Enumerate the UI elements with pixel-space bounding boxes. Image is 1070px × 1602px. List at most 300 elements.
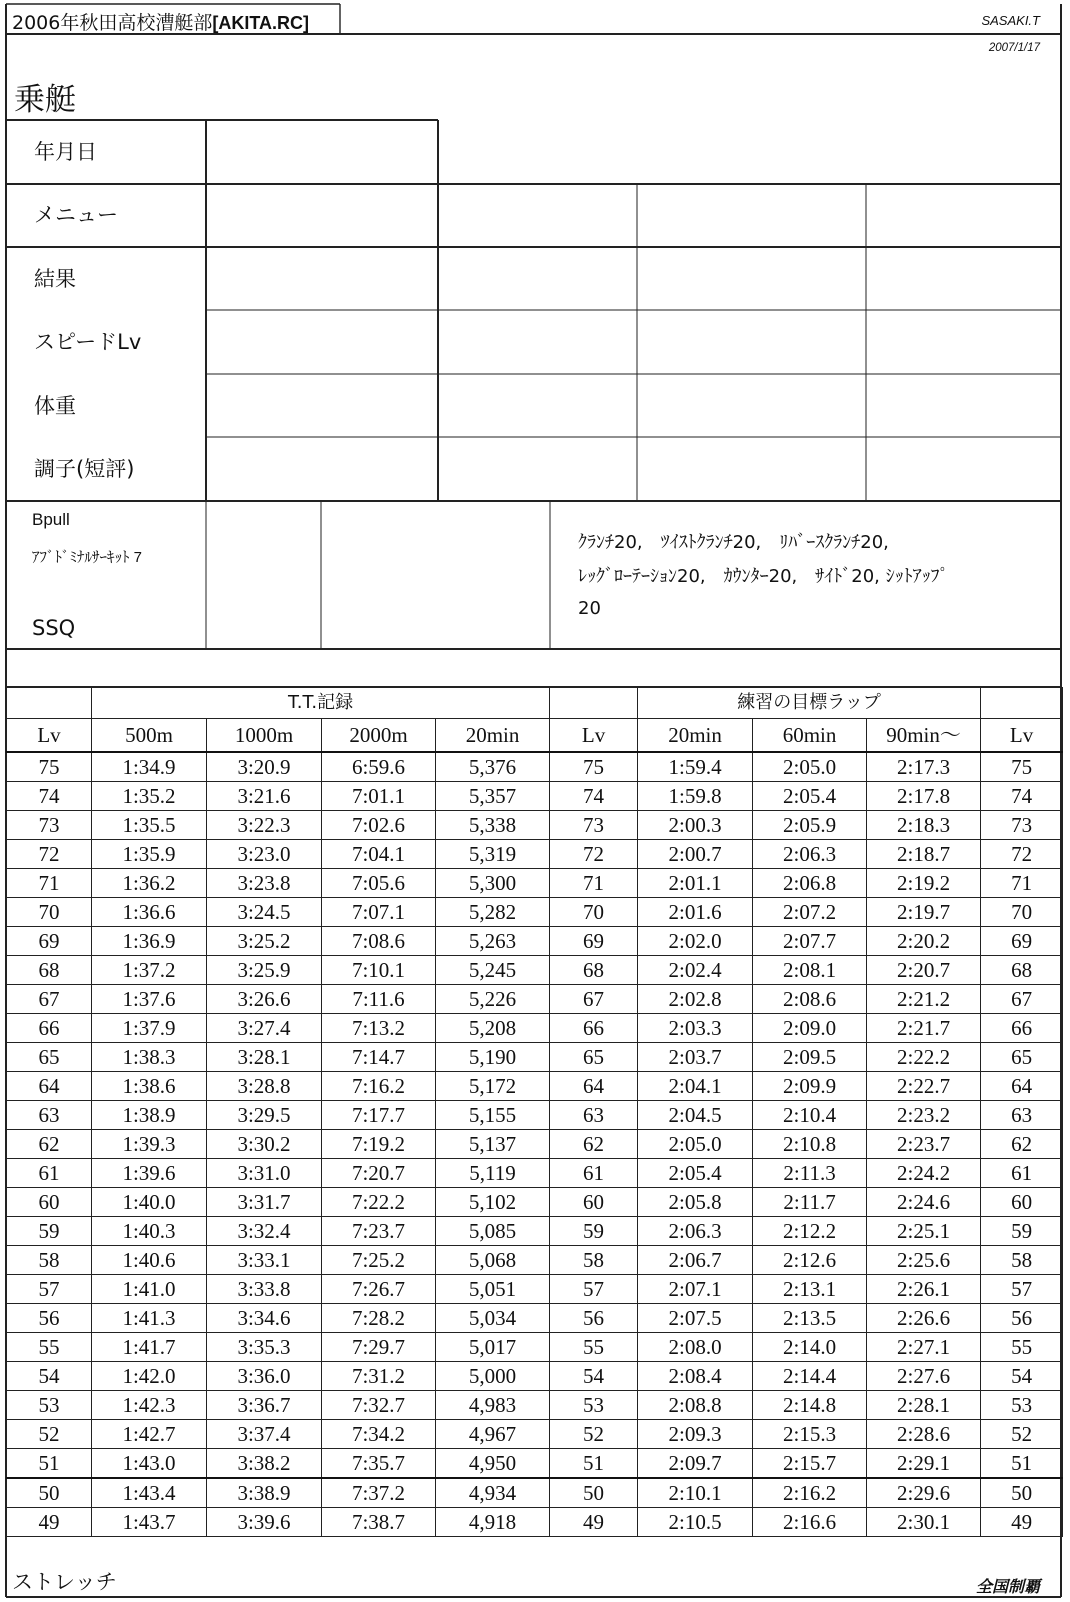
table-cell: 1:36.9 (92, 926, 207, 955)
table-cell: 73 (550, 810, 638, 839)
table-cell: 58 (981, 1245, 1063, 1274)
table-cell: 58 (7, 1245, 92, 1274)
table-cell: 2:16.2 (753, 1478, 867, 1508)
table-cell: 2:12.6 (753, 1245, 867, 1274)
table-row (7, 781, 1063, 810)
table-cell: 65 (7, 1042, 92, 1071)
table-row (7, 955, 1063, 984)
table-cell: 52 (550, 1419, 638, 1448)
table-cell: 2:23.7 (867, 1129, 981, 1158)
table-cell: 2:07.5 (638, 1303, 753, 1332)
table-cell: 2:02.8 (638, 984, 753, 1013)
table-cell: 2:10.5 (638, 1507, 753, 1536)
table-cell: 5,119 (436, 1158, 550, 1187)
table-cell: 2:29.1 (867, 1448, 981, 1478)
table-cell: 5,000 (436, 1361, 550, 1390)
table-cell: 5,137 (436, 1129, 550, 1158)
table-cell: 64 (7, 1071, 92, 1100)
table-cell: 71 (981, 868, 1063, 897)
table-cell: 53 (981, 1390, 1063, 1419)
table-cell: 7:04.1 (322, 839, 436, 868)
table-cell: 1:40.6 (92, 1245, 207, 1274)
table-cell: 50 (981, 1478, 1063, 1508)
label-ssq: SSQ (32, 616, 76, 640)
table-cell: 2:18.7 (867, 839, 981, 868)
table-row (7, 1507, 1063, 1536)
table-cell: 2:07.7 (753, 926, 867, 955)
table-cell: 7:19.2 (322, 1129, 436, 1158)
table-cell: 4,967 (436, 1419, 550, 1448)
table-cell: 2:11.3 (753, 1158, 867, 1187)
table-cell: 75 (550, 752, 638, 782)
table-cell: 5,155 (436, 1100, 550, 1129)
table-row (7, 1478, 1063, 1508)
table-cell: 7:13.2 (322, 1013, 436, 1042)
table-row (7, 810, 1063, 839)
table-cell: 50 (7, 1478, 92, 1508)
table-cell: 5,245 (436, 955, 550, 984)
date-field[interactable] (208, 122, 436, 182)
table-cell: 7:11.6 (322, 984, 436, 1013)
table-cell: 7:26.7 (322, 1274, 436, 1303)
table-cell: 72 (550, 839, 638, 868)
table-cell: 54 (550, 1361, 638, 1390)
group-header-tt: T.T.記録 (92, 688, 550, 719)
table-cell: 2:25.1 (867, 1216, 981, 1245)
table-cell: 60 (7, 1187, 92, 1216)
table-cell: 3:22.3 (207, 810, 322, 839)
table-cell: 1:41.7 (92, 1332, 207, 1361)
table-cell: 1:41.3 (92, 1303, 207, 1332)
table-row (7, 1361, 1063, 1390)
table-cell: 2:11.7 (753, 1187, 867, 1216)
table-cell: 2:14.4 (753, 1361, 867, 1390)
sheet-title: 乗艇 (14, 82, 76, 118)
table-cell: 6:59.6 (322, 752, 436, 782)
table-cell: 2:05.0 (638, 1129, 753, 1158)
table-cell: 63 (981, 1100, 1063, 1129)
table-cell: 2:10.8 (753, 1129, 867, 1158)
table-cell: 5,190 (436, 1042, 550, 1071)
table-cell: 66 (550, 1013, 638, 1042)
table-cell: 7:01.1 (322, 781, 436, 810)
table-cell: 2:28.6 (867, 1419, 981, 1448)
table-row (7, 1245, 1063, 1274)
table-cell: 67 (981, 984, 1063, 1013)
table-cell: 7:32.7 (322, 1390, 436, 1419)
table-cell: 2:06.8 (753, 868, 867, 897)
table-cell: 3:25.9 (207, 955, 322, 984)
table-cell: 3:23.0 (207, 839, 322, 868)
table-cell: 1:37.2 (92, 955, 207, 984)
column-header: 60min (753, 719, 867, 752)
table-cell: 3:29.5 (207, 1100, 322, 1129)
table-cell: 59 (550, 1216, 638, 1245)
table-cell: 54 (7, 1361, 92, 1390)
table-cell: 2:24.2 (867, 1158, 981, 1187)
condition-field[interactable] (208, 439, 1059, 499)
table-cell: 5,017 (436, 1332, 550, 1361)
table-cell: 49 (7, 1507, 92, 1536)
table-cell: 4,983 (436, 1390, 550, 1419)
exercise-note-line1: ｸﾗﾝﾁ20, ﾂｲｽﾄｸﾗﾝﾁ20, ﾘﾊﾞｰｽｸﾗﾝﾁ20, (578, 532, 889, 553)
table-cell: 60 (981, 1187, 1063, 1216)
table-row (7, 1448, 1063, 1478)
table-cell: 2:27.1 (867, 1332, 981, 1361)
header-blank (981, 688, 1063, 719)
table-cell: 72 (7, 839, 92, 868)
label-bpull: Bpull (32, 510, 70, 529)
table-cell: 1:37.6 (92, 984, 207, 1013)
table-cell: 2:19.2 (867, 868, 981, 897)
table-cell: 3:23.8 (207, 868, 322, 897)
table-cell: 3:27.4 (207, 1013, 322, 1042)
table-cell: 54 (981, 1361, 1063, 1390)
table-cell: 3:39.6 (207, 1507, 322, 1536)
table-cell: 64 (981, 1071, 1063, 1100)
table-cell: 3:20.9 (207, 752, 322, 782)
table-cell: 65 (550, 1042, 638, 1071)
table-cell: 3:28.8 (207, 1071, 322, 1100)
table-cell: 7:07.1 (322, 897, 436, 926)
table-cell: 1:34.9 (92, 752, 207, 782)
table-cell: 64 (550, 1071, 638, 1100)
table-cell: 4,934 (436, 1478, 550, 1508)
table-cell: 2:30.1 (867, 1507, 981, 1536)
table-cell: 2:10.1 (638, 1478, 753, 1508)
label-abdominal-circuit: ｱﾌﾞﾄﾞﾐﾅﾙｻｰｷｯﾄ 7 (32, 549, 143, 566)
table-row (7, 868, 1063, 897)
table-cell: 61 (550, 1158, 638, 1187)
table-cell: 1:42.7 (92, 1419, 207, 1448)
table-cell: 5,102 (436, 1187, 550, 1216)
table-cell: 7:16.2 (322, 1071, 436, 1100)
table-cell: 5,208 (436, 1013, 550, 1042)
table-cell: 68 (550, 955, 638, 984)
column-header: 90min〜 (867, 719, 981, 752)
table-cell: 73 (981, 810, 1063, 839)
table-cell: 2:13.1 (753, 1274, 867, 1303)
table-cell: 3:25.2 (207, 926, 322, 955)
table-cell: 3:35.3 (207, 1332, 322, 1361)
table-cell: 1:39.6 (92, 1158, 207, 1187)
table-cell: 7:38.7 (322, 1507, 436, 1536)
table-cell: 2:10.4 (753, 1100, 867, 1129)
footer-slogan: 全国制覇 (975, 1577, 1040, 1596)
result-field[interactable] (208, 249, 1059, 308)
table-cell: 56 (550, 1303, 638, 1332)
level-table (6, 687, 1063, 1537)
table-cell: 2:20.7 (867, 955, 981, 984)
table-cell: 56 (7, 1303, 92, 1332)
table-cell: 7:14.7 (322, 1042, 436, 1071)
table-cell: 63 (550, 1100, 638, 1129)
table-cell: 2:21.7 (867, 1013, 981, 1042)
label-weight: 体重 (34, 394, 76, 418)
table-row (7, 1303, 1063, 1332)
table-row (7, 984, 1063, 1013)
table-cell: 71 (7, 868, 92, 897)
table-cell: 2:20.2 (867, 926, 981, 955)
table-cell: 1:38.6 (92, 1071, 207, 1100)
table-cell: 7:37.2 (322, 1478, 436, 1508)
table-cell: 3:36.7 (207, 1390, 322, 1419)
table-cell: 3:33.1 (207, 1245, 322, 1274)
table-cell: 2:17.3 (867, 752, 981, 782)
table-cell: 1:36.6 (92, 897, 207, 926)
table-cell: 63 (7, 1100, 92, 1129)
table-cell: 70 (550, 897, 638, 926)
table-row (7, 1419, 1063, 1448)
table-cell: 3:33.8 (207, 1274, 322, 1303)
table-cell: 74 (7, 781, 92, 810)
table-cell: 52 (981, 1419, 1063, 1448)
table-row (7, 1187, 1063, 1216)
table-row (7, 1129, 1063, 1158)
column-header: Lv (7, 719, 92, 752)
table-row (7, 1013, 1063, 1042)
title-club: [AKITA.RC] (212, 13, 310, 33)
table-cell: 62 (981, 1129, 1063, 1158)
table-cell: 7:08.6 (322, 926, 436, 955)
table-row (7, 926, 1063, 955)
table-cell: 52 (7, 1419, 92, 1448)
table-cell: 2:16.6 (753, 1507, 867, 1536)
table-cell: 71 (550, 868, 638, 897)
table-cell: 2:08.6 (753, 984, 867, 1013)
table-cell: 3:38.2 (207, 1448, 322, 1478)
table-cell: 1:35.5 (92, 810, 207, 839)
table-cell: 7:31.2 (322, 1361, 436, 1390)
column-header: 500m (92, 719, 207, 752)
table-cell: 2:09.5 (753, 1042, 867, 1071)
table-cell: 3:28.1 (207, 1042, 322, 1071)
column-header: 1000m (207, 719, 322, 752)
table-cell: 56 (981, 1303, 1063, 1332)
table-cell: 5,376 (436, 752, 550, 782)
table-cell: 2:08.8 (638, 1390, 753, 1419)
table-cell: 7:25.2 (322, 1245, 436, 1274)
table-cell: 75 (7, 752, 92, 782)
exercise-note-line3: 20 (578, 598, 601, 619)
table-cell: 2:09.9 (753, 1071, 867, 1100)
date: 2007/1/17 (988, 42, 1040, 54)
table-cell: 2:27.6 (867, 1361, 981, 1390)
table-cell: 3:24.5 (207, 897, 322, 926)
table-cell: 68 (981, 955, 1063, 984)
column-header: 20min (436, 719, 550, 752)
table-cell: 2:01.1 (638, 868, 753, 897)
table-cell: 57 (7, 1274, 92, 1303)
table-cell: 66 (7, 1013, 92, 1042)
table-row (7, 839, 1063, 868)
table-cell: 2:22.2 (867, 1042, 981, 1071)
table-cell: 69 (7, 926, 92, 955)
table-row (7, 1390, 1063, 1419)
table-cell: 2:02.4 (638, 955, 753, 984)
table-cell: 3:21.6 (207, 781, 322, 810)
table-cell: 2:18.3 (867, 810, 981, 839)
table-cell: 7:17.7 (322, 1100, 436, 1129)
table-cell: 59 (7, 1216, 92, 1245)
table-cell: 1:59.8 (638, 781, 753, 810)
table-cell: 7:20.7 (322, 1158, 436, 1187)
table-cell: 2:26.6 (867, 1303, 981, 1332)
table-cell: 5,068 (436, 1245, 550, 1274)
table-cell: 61 (7, 1158, 92, 1187)
table-cell: 51 (7, 1448, 92, 1478)
table-cell: 57 (550, 1274, 638, 1303)
column-header: 20min (638, 719, 753, 752)
table-cell: 2:09.3 (638, 1419, 753, 1448)
table-cell: 61 (981, 1158, 1063, 1187)
table-cell: 2:14.8 (753, 1390, 867, 1419)
table-cell: 2:05.8 (638, 1187, 753, 1216)
table-cell: 5,085 (436, 1216, 550, 1245)
table-cell: 3:31.0 (207, 1158, 322, 1187)
table-cell: 2:26.1 (867, 1274, 981, 1303)
column-header: Lv (981, 719, 1063, 752)
table-cell: 1:59.4 (638, 752, 753, 782)
table-cell: 3:26.6 (207, 984, 322, 1013)
table-cell: 2:25.6 (867, 1245, 981, 1274)
table-cell: 2:03.7 (638, 1042, 753, 1071)
label-result: 結果 (34, 267, 76, 291)
table-cell: 2:00.7 (638, 839, 753, 868)
table-cell: 51 (550, 1448, 638, 1478)
table-cell: 1:38.9 (92, 1100, 207, 1129)
table-cell: 55 (550, 1332, 638, 1361)
table-row (7, 1158, 1063, 1187)
table-row (7, 1332, 1063, 1361)
table-cell: 5,263 (436, 926, 550, 955)
table-cell: 2:08.4 (638, 1361, 753, 1390)
table-cell: 2:00.3 (638, 810, 753, 839)
table-cell: 7:05.6 (322, 868, 436, 897)
table-cell: 5,338 (436, 810, 550, 839)
table-cell: 2:09.7 (638, 1448, 753, 1478)
table-cell: 2:04.5 (638, 1100, 753, 1129)
table-cell: 7:28.2 (322, 1303, 436, 1332)
table-cell: 4,918 (436, 1507, 550, 1536)
table-cell: 55 (7, 1332, 92, 1361)
table-cell: 53 (7, 1390, 92, 1419)
table-cell: 57 (981, 1274, 1063, 1303)
table-cell: 3:34.6 (207, 1303, 322, 1332)
table-cell: 2:14.0 (753, 1332, 867, 1361)
table-cell: 1:42.0 (92, 1361, 207, 1390)
table-cell: 5,051 (436, 1274, 550, 1303)
table-cell: 3:37.4 (207, 1419, 322, 1448)
table-cell: 2:08.1 (753, 955, 867, 984)
table-cell: 72 (981, 839, 1063, 868)
table-cell: 7:23.7 (322, 1216, 436, 1245)
table-cell: 60 (550, 1187, 638, 1216)
table-cell: 5,300 (436, 868, 550, 897)
table-cell: 1:39.3 (92, 1129, 207, 1158)
header-blank (7, 688, 92, 719)
table-cell: 65 (981, 1042, 1063, 1071)
table-cell: 2:28.1 (867, 1390, 981, 1419)
table-cell: 1:36.2 (92, 868, 207, 897)
table-cell: 2:15.7 (753, 1448, 867, 1478)
table-row (7, 1042, 1063, 1071)
table-cell: 5,226 (436, 984, 550, 1013)
table-cell: 73 (7, 810, 92, 839)
table-cell: 7:22.2 (322, 1187, 436, 1216)
header-blank (550, 688, 638, 719)
table-cell: 2:15.3 (753, 1419, 867, 1448)
title-school: 2006年秋田高校漕艇部 (12, 12, 213, 34)
table-cell: 2:05.4 (638, 1158, 753, 1187)
table-cell: 7:29.7 (322, 1332, 436, 1361)
table-cell: 2:12.2 (753, 1216, 867, 1245)
table-cell: 55 (981, 1332, 1063, 1361)
table-cell: 2:06.3 (638, 1216, 753, 1245)
table-cell: 2:02.0 (638, 926, 753, 955)
column-header: Lv (550, 719, 638, 752)
table-cell: 2:05.9 (753, 810, 867, 839)
label-date: 年月日 (34, 140, 97, 164)
table-cell: 2:03.3 (638, 1013, 753, 1042)
table-cell: 2:05.4 (753, 781, 867, 810)
table-cell: 1:43.0 (92, 1448, 207, 1478)
column-header: 2000m (322, 719, 436, 752)
weight-field[interactable] (208, 376, 1059, 435)
table-cell: 5,319 (436, 839, 550, 868)
menu-field[interactable] (208, 186, 1059, 245)
table-cell: 70 (981, 897, 1063, 926)
table-cell: 1:40.0 (92, 1187, 207, 1216)
table-cell: 62 (550, 1129, 638, 1158)
table-cell: 3:32.4 (207, 1216, 322, 1245)
exercise-note-line2: ﾚｯｸﾞﾛｰﾃｰｼｮﾝ20, ｶｳﾝﾀｰ20, ｻｲﾄﾞ20, ｼｯﾄｱｯﾌﾟ (578, 566, 949, 587)
table-cell: 5,357 (436, 781, 550, 810)
table-cell: 74 (981, 781, 1063, 810)
table-cell: 1:38.3 (92, 1042, 207, 1071)
table-cell: 2:23.2 (867, 1100, 981, 1129)
table-row (7, 897, 1063, 926)
table-cell: 66 (981, 1013, 1063, 1042)
footer-stretch: ストレッチ (12, 1570, 117, 1594)
speed-lv-field[interactable] (208, 312, 1059, 372)
table-cell: 74 (550, 781, 638, 810)
table-cell: 1:35.2 (92, 781, 207, 810)
table-cell: 2:04.1 (638, 1071, 753, 1100)
table-cell: 3:30.2 (207, 1129, 322, 1158)
table-cell: 3:38.9 (207, 1478, 322, 1508)
table-cell: 2:17.8 (867, 781, 981, 810)
table-cell: 53 (550, 1390, 638, 1419)
table-cell: 62 (7, 1129, 92, 1158)
table-cell: 2:07.1 (638, 1274, 753, 1303)
table-cell: 2:01.6 (638, 897, 753, 926)
table-cell: 5,282 (436, 897, 550, 926)
table-cell: 75 (981, 752, 1063, 782)
table-cell: 67 (550, 984, 638, 1013)
table-row (7, 1100, 1063, 1129)
table-cell: 1:35.9 (92, 839, 207, 868)
table-cell: 68 (7, 955, 92, 984)
table-cell: 7:34.2 (322, 1419, 436, 1448)
table-cell: 2:06.7 (638, 1245, 753, 1274)
table-cell: 7:02.6 (322, 810, 436, 839)
table-cell: 2:22.7 (867, 1071, 981, 1100)
table-cell: 2:29.6 (867, 1478, 981, 1508)
table-cell: 49 (981, 1507, 1063, 1536)
table-cell: 2:09.0 (753, 1013, 867, 1042)
table-cell: 67 (7, 984, 92, 1013)
